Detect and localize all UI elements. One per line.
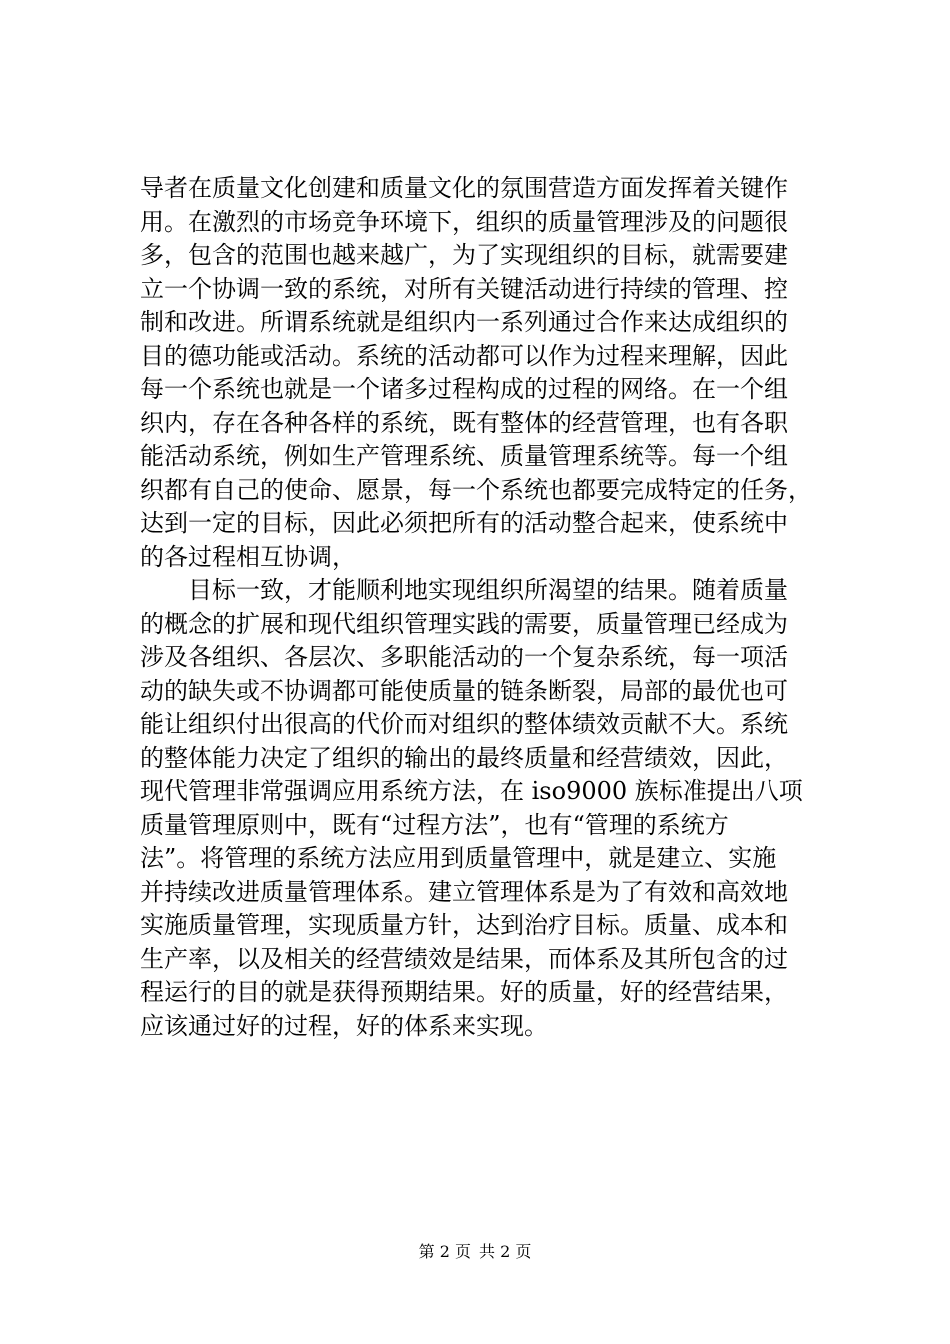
text-line: 目的德功能或活动。系统的活动都可以作为过程来理解，因此 bbox=[140, 341, 788, 370]
text-line: 织内，存在各种各样的系统，既有整体的经营管理，也有各职 bbox=[140, 408, 788, 437]
page-footer bbox=[0, 1241, 950, 1263]
text-line: 并持续改进质量管理体系。建立管理体系是为了有效和高效地 bbox=[140, 877, 788, 906]
paragraph-first-line: 目标一致，才能顺利地实现组织所渴望的结果。随着质量 bbox=[188, 576, 788, 604]
page-total: 共 2 页 bbox=[479, 1242, 532, 1261]
text-line: 能让组织付出很高的代价而对组织的整体绩效贡献不大。系统 bbox=[140, 710, 788, 738]
text-line: 用。在激烈的市场竞争环境下，组织的质量管理涉及的问题很 bbox=[140, 207, 788, 236]
text-line: 涉及各组织、各层次、多职能活动的一个复杂系统，每一项活 bbox=[140, 643, 788, 671]
text-line: 现代管理非常强调应用系统方法，在 iso9000 族标准提出八项 bbox=[140, 777, 803, 805]
text-line: 每一个系统也就是一个诸多过程构成的过程的网络。在一个组 bbox=[140, 375, 788, 403]
text-line: 能活动系统，例如生产管理系统、质量管理系统等。每一个组 bbox=[140, 442, 788, 470]
body-text bbox=[140, 172, 840, 1043]
text-line: 立一个协调一致的系统，对所有关键活动进行持续的管理、控 bbox=[140, 274, 788, 303]
page-number: 第 2 页 bbox=[418, 1242, 471, 1261]
text-line: 达到一定的目标，因此必须把所有的活动整合起来，使系统中 bbox=[140, 509, 788, 537]
text-line: 程运行的目的就是获得预期结果。好的质量，好的经营结果， bbox=[140, 978, 788, 1006]
text-line: 制和改进。所谓系统就是组织内一系列通过合作来达成组织的 bbox=[140, 308, 788, 336]
text-line: 应该通过好的过程，好的体系来实现。 bbox=[140, 1011, 548, 1040]
text-line: 动的缺失或不协调都可能使质量的链条断裂，局部的最优也可 bbox=[140, 676, 788, 705]
text-line: 质量管理原则中，既有“过程方法”，也有“管理的系统方 bbox=[140, 810, 729, 839]
text-line: 法”。将管理的系统方法应用到质量管理中，就是建立、实施 bbox=[140, 844, 777, 872]
text-line: 实施质量管理，实现质量方针，达到治疗目标。质量、成本和 bbox=[140, 911, 788, 939]
text-line: 导者在质量文化创建和质量文化的氛围营造方面发挥着关键作 bbox=[140, 174, 788, 202]
text-line: 的整体能力决定了组织的输出的最终质量和经营绩效，因此， bbox=[140, 743, 788, 772]
text-line: 的概念的扩展和现代组织管理实践的需要，质量管理已经成为 bbox=[140, 609, 788, 638]
text-line: 生产率，以及相关的经营绩效是结果，而体系及其所包含的过 bbox=[140, 944, 788, 973]
text-line: 的各过程相互协调， bbox=[140, 542, 356, 571]
text-line: 多，包含的范围也越来越广，为了实现组织的目标，就需要建 bbox=[140, 241, 788, 269]
text-line: 织都有自己的使命、愿景，每一个系统也都要完成特定的任务， bbox=[140, 475, 812, 504]
